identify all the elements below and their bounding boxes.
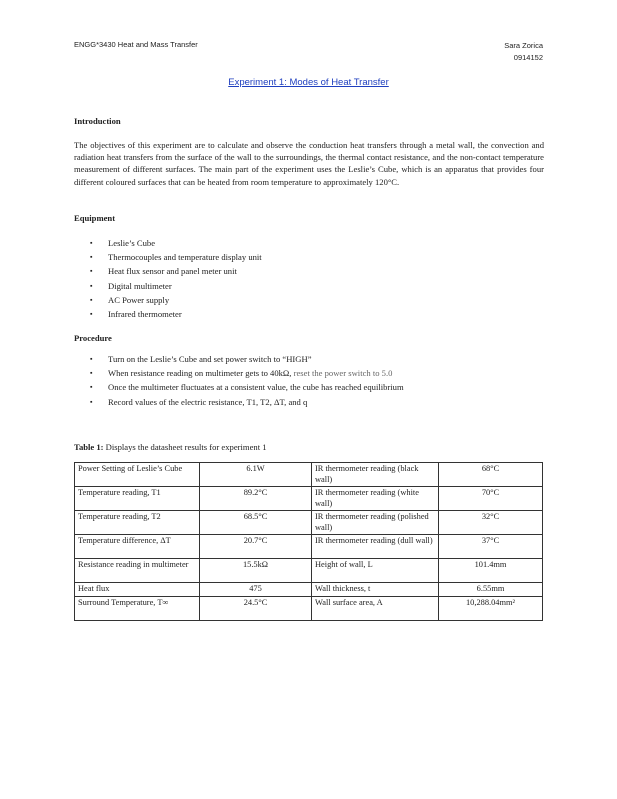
table-row (75, 559, 543, 583)
introduction-paragraph: The objectives of this experiment are to calculate and observe the conduction heat transfers through a metal wall, the convection and radiation heat transfers from the surface of the wall to the surroundings, the thermal contact resistance, and the non-contact temperature measurement of different surfaces. The main part of the experiment uses the Leslie’s Cube, which is an apparatus that provides four different coloured surfaces that can be heated from room temperature to approximately 120°C. (74, 140, 544, 187)
row-value: 15.5kΩ (200, 559, 312, 583)
row-label-2: IR thermometer reading (polished wall) (312, 511, 439, 535)
equipment-item: ▪ Digital multimeter (90, 279, 262, 293)
row-label-2: Wall thickness, t (312, 583, 439, 597)
row-value-2: 10,288.04mm² (439, 596, 543, 620)
procedure-heading: Procedure (74, 333, 112, 343)
row-label: Surround Temperature, T∞ (75, 596, 200, 620)
table-row (75, 463, 543, 487)
table-row (75, 511, 543, 535)
row-label-2: IR thermometer reading (black wall) (312, 463, 439, 487)
introduction-heading: Introduction (74, 116, 121, 126)
equipment-heading: Equipment (74, 213, 116, 223)
datasheet-table (74, 462, 543, 621)
row-value: 24.5°C (200, 596, 312, 620)
header-author-block (504, 40, 543, 64)
row-value-2: 32°C (439, 511, 543, 535)
table-row (75, 583, 543, 597)
table-caption-label: Table 1: (74, 442, 104, 452)
equipment-item: ▪ Heat flux sensor and panel meter unit (90, 264, 262, 278)
header-student-id: 0914152 (513, 53, 543, 62)
document-title: Experiment 1: Modes of Heat Transfer (228, 77, 389, 88)
header-author: Sara Zorica (504, 41, 543, 50)
row-label: Resistance reading in multimeter (75, 559, 200, 583)
row-value-2: 6.55mm (439, 583, 543, 597)
procedure-step-text: When resistance reading on multimeter gets to 40kΩ, (108, 368, 292, 379)
equipment-item: ▪ Thermocouples and temperature display unit (90, 250, 262, 264)
row-value-2: 101.4mm (439, 559, 543, 583)
table-caption-text: Displays the datasheet results for experiment 1 (103, 442, 267, 452)
procedure-step (90, 366, 404, 380)
equipment-item: ▪ AC Power supply (90, 293, 262, 307)
row-label-2: Height of wall, L (312, 559, 439, 583)
row-label: Power Setting of Leslie’s Cube (75, 463, 200, 487)
row-value-2: 70°C (439, 487, 543, 511)
row-label-2: IR thermometer reading (white wall) (312, 487, 439, 511)
row-label-2: Wall surface area, A (312, 596, 439, 620)
row-value: 89.2°C (200, 487, 312, 511)
row-value-2: 68°C (439, 463, 543, 487)
procedure-step (90, 395, 404, 409)
procedure-step-text: Once the multimeter fluctuates at a consistent value, the cube has reached equilibrium (108, 382, 404, 393)
table-row (75, 535, 543, 559)
equipment-item: ▪ Infrared thermometer (90, 307, 262, 321)
row-value: 68.5°C (200, 511, 312, 535)
row-label-2: IR thermometer reading (dull wall) (312, 535, 439, 559)
procedure-step-text: Turn on the Leslie’s Cube and set power switch to “HIGH” (108, 354, 312, 364)
procedure-step-tail: reset the power switch to 5.0 (291, 368, 393, 379)
row-label: Heat flux (75, 583, 200, 597)
procedure-step (90, 380, 404, 394)
row-value: 20.7°C (200, 535, 312, 559)
row-label: Temperature difference, ΔT (75, 535, 200, 559)
row-value: 6.1W (200, 463, 312, 487)
table-row (75, 596, 543, 620)
row-label: Temperature reading, T2 (75, 511, 200, 535)
equipment-list (90, 236, 262, 321)
row-value: 475 (200, 583, 312, 597)
equipment-item: ▪ Leslie’s Cube (90, 236, 262, 250)
procedure-list (90, 352, 404, 409)
row-value-2: 37°C (439, 535, 543, 559)
table-row (75, 487, 543, 511)
row-label: Temperature reading, T1 (75, 487, 200, 511)
procedure-step (90, 352, 404, 366)
table-caption (74, 442, 267, 452)
procedure-step-text: Record values of the electric resistance, T1, T2, ΔT, and q (108, 396, 308, 407)
header-course: ENGG*3430 Heat and Mass Transfer (74, 40, 198, 49)
